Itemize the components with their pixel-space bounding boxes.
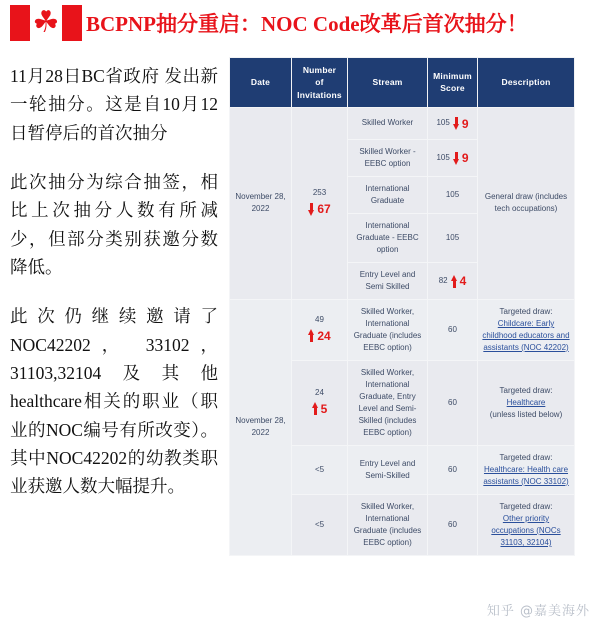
cell-score [428,176,478,213]
cell-date-group2: November 28, 2022 [230,299,292,555]
description-link[interactable]: Childcare: Early childhood educators and assistants (NOC 42202) [482,318,570,352]
cell-stream: International Graduate [348,176,428,213]
score-value: 60 [448,324,457,334]
cell-stream: Entry Level and Semi-Skilled [348,445,428,494]
invitations-delta-value: 24 [317,328,331,343]
invitations-delta-value: 67 [317,202,331,217]
description-prefix: Targeted draw: [499,306,553,316]
column-header-invitations [292,58,348,108]
cell-score [428,262,478,299]
score-delta-up [451,272,467,290]
column-header-invitations-l3: Invitations [297,89,342,100]
description-suffix: (unless listed below) [489,409,563,419]
cell-score [428,107,478,139]
score-delta-value: 9 [461,116,469,131]
cell-invitations [292,299,348,360]
cell-stream: Skilled Worker [348,107,428,139]
description-prefix: Targeted draw: [499,452,553,462]
description-link[interactable]: Healthcare [506,397,546,407]
column-header-invitations-l2: of [315,77,324,88]
score-value: 60 [448,519,457,529]
banner [0,0,600,46]
cell-stream: Skilled Worker - EEBC option [348,139,428,176]
score-value: 60 [448,464,457,474]
cell-date-group1: November 28, 2022 [230,107,292,299]
cell-stream: Skilled Worker, International Graduate, Entry Level and Semi-Skilled (includes EEBC option) [348,360,428,445]
description-link[interactable]: Other priority occupations (NOCs 31103, 32104) [491,513,561,547]
score-value: 105 [436,118,450,128]
cell-score [428,139,478,176]
flag-bar-right [62,5,82,41]
description-link[interactable]: Healthcare: Health care assistants (NOC 33102) [483,464,569,486]
maple-leaf-icon: ☘ [32,6,60,39]
cell-description [478,360,575,445]
cell-invitations-group1 [292,107,348,299]
score-value: 82 [438,275,448,285]
invitations-delta-down [308,200,330,218]
cell-description [478,445,575,494]
article-text [10,62,218,522]
cell-score [428,494,478,555]
article-paragraph-3: 此次仍继续邀请了NOC42202， 33102，31103,32104及其他healthcare相关的职业（职业的NOC编号有所改变）。 其中NOC42202的幼教类职业获邀人数大幅提升。 [10,306,218,497]
arrow-down-icon [308,203,315,216]
canada-flag-icon [10,5,82,41]
table-row [230,107,575,139]
table-header-row [230,58,575,108]
flag-bar-left [10,5,30,41]
cell-description [478,494,575,555]
arrow-down-icon [453,117,460,130]
score-value: 105 [445,232,460,242]
cell-invitations: <5 [292,445,348,494]
score-delta-value: 9 [461,151,469,166]
column-header-score-l1: Minimum [433,71,472,82]
score-value: 60 [448,397,457,407]
cell-stream: Skilled Worker, International Graduate (includes EEBC option) [348,494,428,555]
watermark: 知乎 @嘉美海外 [486,604,590,619]
invitations-delta-value: 5 [320,401,328,416]
cell-stream: Skilled Worker, International Graduate (includes EEBC option) [348,299,428,360]
arrow-down-icon [453,152,460,165]
invitations-delta-up [308,327,330,345]
draw-results-table-wrapper [229,57,574,556]
cell-score [428,299,478,360]
cell-description [478,299,575,360]
banner-title: BCPNP抽分重启：NOC Code改革后首次抽分！ [86,12,528,36]
invitations-value: 49 [315,314,324,324]
column-header-description: Description [478,58,575,108]
cell-invitations: <5 [292,494,348,555]
cell-score [428,445,478,494]
score-value: 105 [436,152,450,162]
cell-score [428,360,478,445]
description-prefix: Targeted draw: [499,501,553,511]
table-row [230,299,575,360]
score-delta-down [453,115,469,133]
invitations-value: 24 [315,387,324,397]
invitations-value: 253 [312,188,327,198]
score-delta-value: 4 [459,274,467,289]
column-header-score [428,58,478,108]
draw-results-table [229,57,575,556]
arrow-up-icon [308,329,315,342]
column-header-date: Date [230,58,292,108]
score-delta-down [453,149,469,167]
cell-description-group1: General draw (includes tech occupations) [478,107,575,299]
column-header-stream: Stream [348,58,428,108]
column-header-score-l2: Score [440,83,465,94]
arrow-up-icon [451,275,458,288]
cell-score [428,213,478,262]
article-paragraph-1: 11月28日BC省政府 发出新一轮抽分。这是自10月12日暂停后的首次抽分 [10,66,218,143]
invitations-delta-up [312,400,328,418]
cell-stream: Entry Level and Semi Skilled [348,262,428,299]
column-header-invitations-l1: Number [302,65,337,75]
description-prefix: Targeted draw: [499,385,553,395]
arrow-up-icon [312,402,319,415]
cell-stream: International Graduate - EEBC option [348,213,428,262]
cell-invitations [292,360,348,445]
article-paragraph-2: 此次抽分为综合抽签，相比上次抽分人数有所减少，但部分类别获邀分数降低。 [10,172,218,278]
score-value: 105 [445,189,460,199]
